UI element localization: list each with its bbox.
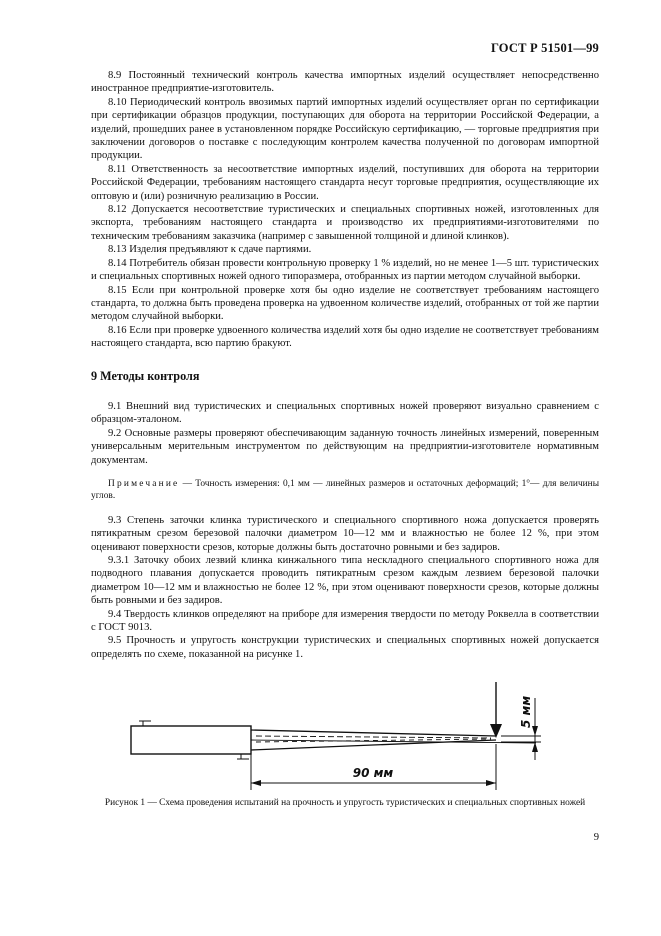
paragraph-8-13: 8.13 Изделия предъявляют к сдаче партиями. <box>108 244 312 256</box>
paragraph-9-5: 9.5 Прочность и упругость конструкции туристических и специальных спортивных ножей допускается определять по схеме, показанной на рисунке 1. <box>91 635 599 660</box>
paragraph-9-2: 9.2 Основные размеры проверяют обеспечивающим заданную точность линейных измерений, поверенным универсальным мерительным инструментом по действующим на предприятии-изготовителе нормативным документам. <box>91 427 599 466</box>
paragraph-9-3-1: 9.3.1 Заточку обоих лезвий клинка кинжального типа нескладного специального спортивного ножа для подводного плавания допускается проводить пятикратным срезом каждым лезвием березовой палочки диаметром 10—12 мм и влажностью не более 12 %, при этом оценивают поверхности срезов, которые должны быть ровными и без задиров. <box>91 555 599 607</box>
figure-1 <box>91 680 599 795</box>
paragraph-9-3: 9.3 Степень заточки клинка туристического и специального спортивного ножа допускается проверять пятикратным срезом березовой палочки диаметром 10—12 мм и влажностью не более 12 %, при этом оценивают поверхности срезов, которые должны быть достаточно ровными и без задиров. <box>91 514 599 553</box>
dimension-arrow-left <box>251 780 261 786</box>
paragraph-9-4: 9.4 Твердость клинков определяют на приборе для измерения твердости по методу Роквелла в соответствии с ГОСТ 9013. <box>91 608 599 634</box>
blade-upper-edge <box>251 730 496 736</box>
paragraph-8-14: 8.14 Потребитель обязан провести контрольную проверку 1 % изделий, но не менее 1—5 шт. туристических и специальных спортивных ножей одного типоразмера, отобранных из партии методом случайной выборки. <box>91 257 599 283</box>
dimension-arrow-right <box>486 780 496 786</box>
note-label: Примечание <box>108 478 180 489</box>
deflection-arrow-bottom <box>532 742 538 752</box>
page-number: 9 <box>593 832 599 843</box>
figure-caption: Рисунок 1 — Схема проведения испытаний на прочность и упругость туристических и специальных спортивных ножей <box>104 798 586 808</box>
note-text: — Точность измерения: 0,1 мм — линейных размеров и остаточных деформаций; 1°— для величины углов. <box>91 478 599 502</box>
paragraph-8-10: 8.10 Периодический контроль ввозимых партий импортных изделий осуществляет орган по сертификации при сертификации образцов продукции, поступающих для оборота на территории Российской Федерации, а изделий, прошедших ранее в установленном порядке Российскую сертификацию, — торговые предприятия при заключении договоров о поставке с последующим контролем качества полученной по договорам импортной продукции. <box>91 96 599 162</box>
deflection-dimension-label: 5 мм <box>519 695 533 728</box>
paragraph-8-12: 8.12 Допускается несоответствие туристических и специальных спортивных ножей, изготовленных для экспорта, требованиям настоящего стандарта и производство их предприятиями-изготовителями по техническим требованиям заказчика (например с завышенной толщиной и длиной клинков). <box>91 204 599 242</box>
length-dimension-label: 90 мм <box>352 766 394 780</box>
paragraph-8-15: 8.15 Если при контрольной проверке хотя бы одно изделие не соответствует требованиям настоящего стандарта, то должна быть проведена проверка на удвоенном количестве изделий, отобранных от той же партии методом случайной выборки. <box>91 284 599 323</box>
paragraph-8-11: 8.11 Ответственность за несоответствие импортных изделий, поступивших для оборота на территории Российской Федерации, требованиям настоящего стандарта несут торговые предприятия, осуществляющие их оптовую и (или) розничную реализацию в России. <box>91 163 599 202</box>
blade-hatch <box>256 736 491 738</box>
test-scheme-drawing <box>91 680 599 795</box>
knife-handle <box>131 726 251 754</box>
note <box>91 478 599 503</box>
document-body <box>91 69 599 661</box>
paragraph-9-1: 9.1 Внешний вид туристических и специальных спортивных ножей проверяют визуально сравнением с образцом-эталоном. <box>91 400 599 426</box>
paragraph-8-9: 8.9 Постоянный технический контроль качества импортных изделий осуществляет непосредственно иностранное предприятие-изготовитель. <box>91 70 599 95</box>
section-heading: 9 Методы контроля <box>91 368 200 383</box>
paragraph-8-16: 8.16 Если при проверке удвоенного количества изделий хотя бы одно изделие не соответствует требованиям настоящего стандарта, всю партию бракуют. <box>91 324 599 350</box>
document-header: ГОСТ Р 51501—99 <box>490 41 599 55</box>
